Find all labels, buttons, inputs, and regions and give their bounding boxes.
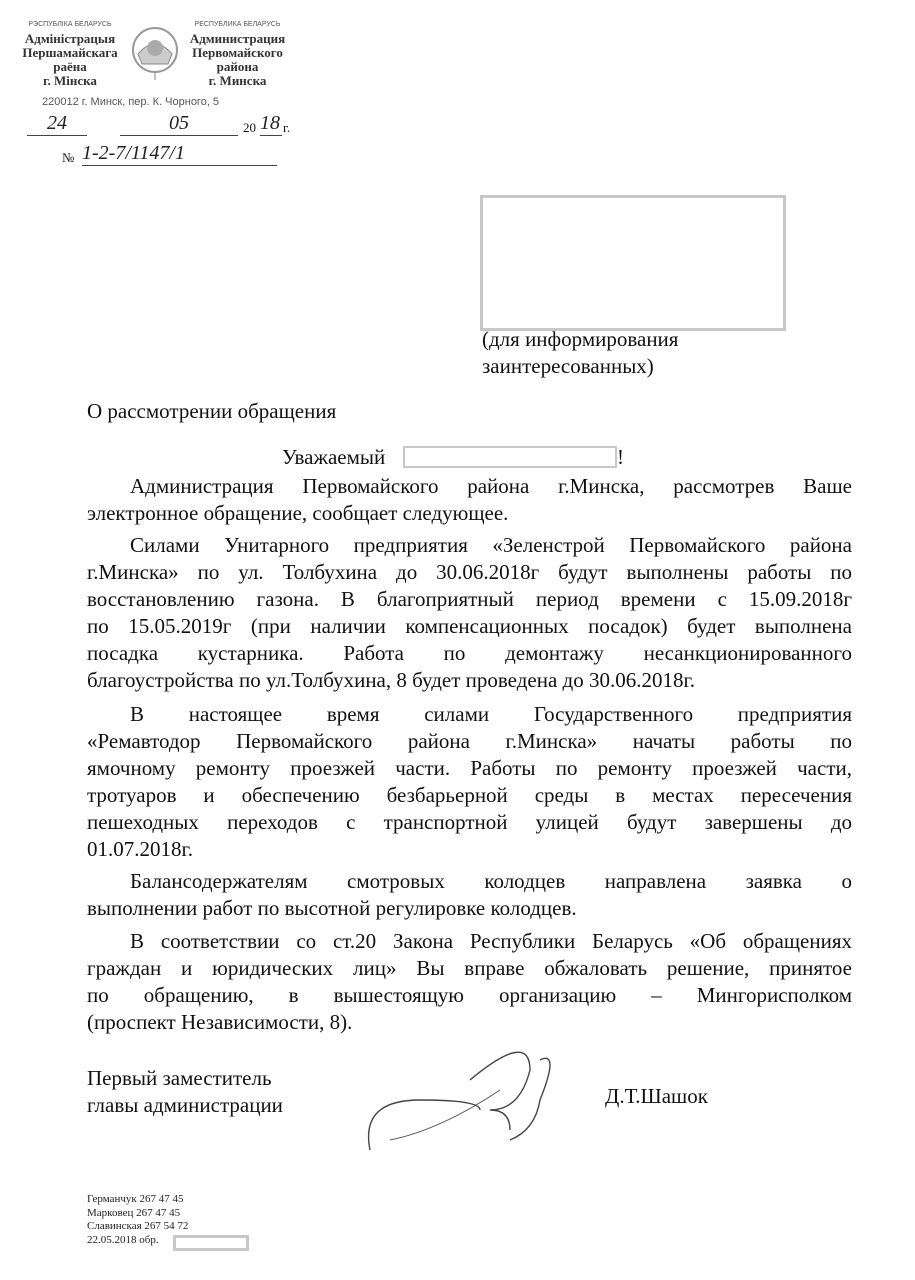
paragraph-line: тротуаров и обеспечению безбарьерной среды в местах пересечения — [87, 783, 852, 807]
coat-of-arms-icon — [128, 24, 182, 85]
org-line: Адміністрацыя — [24, 31, 116, 46]
date-month: 05 — [120, 112, 238, 136]
paragraph-line: выполнении работ по высотной регулировке колодцев. — [87, 896, 577, 920]
number-label: № — [62, 150, 75, 165]
paragraph-line: В соответствии со ст.20 Закона Республики Беларусь «Об обращениях — [130, 929, 852, 953]
paragraph-line: электронное обращение, сообщает следующее. — [87, 501, 509, 525]
paragraph-line: по обращению, в вышестоящую организацию – Мингорисполком — [87, 983, 852, 1007]
date-year-prefix: 20 — [243, 120, 256, 135]
org-line: г. Мінска — [43, 73, 97, 88]
note-line: заинтересованных) — [482, 354, 654, 378]
signatory-position — [87, 1065, 283, 1119]
letterhead-right — [185, 18, 290, 88]
registration-date — [15, 112, 290, 140]
org-line: г. Минска — [208, 73, 267, 88]
number-value: 1-2-7/1147/1 — [82, 142, 277, 166]
paragraph-line: Администрация Первомайского района г.Минска, рассмотрев Ваше — [130, 474, 852, 498]
paragraph-line: благоустройства по ул.Толбухина, 8 будет проведена до 30.06.2018г. — [87, 668, 695, 692]
paragraph-line: г.Минска» по ул. Толбухина до 30.06.2018г будут выполнены работы по — [87, 560, 852, 584]
subject-line: О рассмотрении обращения — [87, 399, 337, 423]
contact-line: 22.05.2018 обр. — [87, 1233, 159, 1246]
contact-line: Германчук 267 47 45 — [87, 1193, 184, 1205]
paragraph-line: граждан и юридических лиц» Вы вправе обжаловать решение, принятое — [87, 956, 852, 980]
paragraph-line: Силами Унитарного предприятия «Зеленстрой Первомайского района — [130, 533, 852, 557]
country-by: РЭСПУБЛІКА БЕЛАРУСЬ — [28, 21, 112, 28]
org-line: Первомайского — [192, 45, 283, 60]
registration-number — [62, 142, 282, 168]
org-address: 220012 г. Минск, пер. К. Чорного, 5 — [42, 96, 220, 108]
org-line: Першамайскага — [22, 45, 118, 60]
date-day: 24 — [27, 112, 87, 136]
org-line: Администрация — [189, 31, 286, 46]
paragraph-line: В настоящее время силами Государственного предприятия — [130, 702, 852, 726]
greeting — [282, 444, 385, 471]
redacted-ref — [173, 1235, 249, 1251]
paragraph-line: по 15.05.2019г (при наличии компенсационных посадок) будет выполнена — [87, 614, 852, 638]
org-line: района — [216, 59, 259, 74]
date-year-end: г. — [283, 120, 291, 135]
paragraph-line: пешеходных переходов с транспортной улицей будут завершены до — [87, 810, 852, 834]
handwritten-signature — [360, 1040, 600, 1165]
letterhead-left — [20, 18, 120, 88]
contact-line: Славинская 267 54 72 — [87, 1220, 189, 1232]
paragraph-line: ямочному ремонту проезжей части. Работы по ремонту проезжей части, — [87, 756, 852, 780]
org-line: раёна — [53, 59, 87, 74]
paragraph-line: Балансодержателям смотровых колодцев направлена заявка о — [130, 869, 852, 893]
recipient-note — [482, 326, 678, 380]
paragraph-line: 01.07.2018г. — [87, 837, 193, 861]
paragraph-line: посадка кустарника. Работа по демонтажу несанкционированного — [87, 641, 852, 665]
greeting-prefix: Уважаемый — [282, 445, 386, 469]
paragraph-line: (проспект Независимости, 8). — [87, 1010, 353, 1034]
position-line: главы администрации — [87, 1093, 283, 1117]
date-year: 18 — [260, 112, 280, 134]
paragraph-line: «Ремавтодор Первомайского района г.Минска» начаты работы по — [87, 729, 852, 753]
redacted-recipient — [480, 195, 786, 331]
country-ru: РЕСПУБЛИКА БЕЛАРУСЬ — [194, 21, 281, 28]
note-line: (для информирования — [482, 327, 679, 351]
redacted-name — [403, 446, 617, 468]
signatory-name: Д.Т.Шашок — [605, 1084, 708, 1108]
greeting-suffix: ! — [617, 445, 624, 469]
paragraph-line: восстановлению газона. В благоприятный период времени с 15.09.2018г — [87, 587, 852, 611]
contact-line: Марковец 267 47 45 — [87, 1206, 181, 1219]
position-line: Первый заместитель — [87, 1066, 272, 1090]
